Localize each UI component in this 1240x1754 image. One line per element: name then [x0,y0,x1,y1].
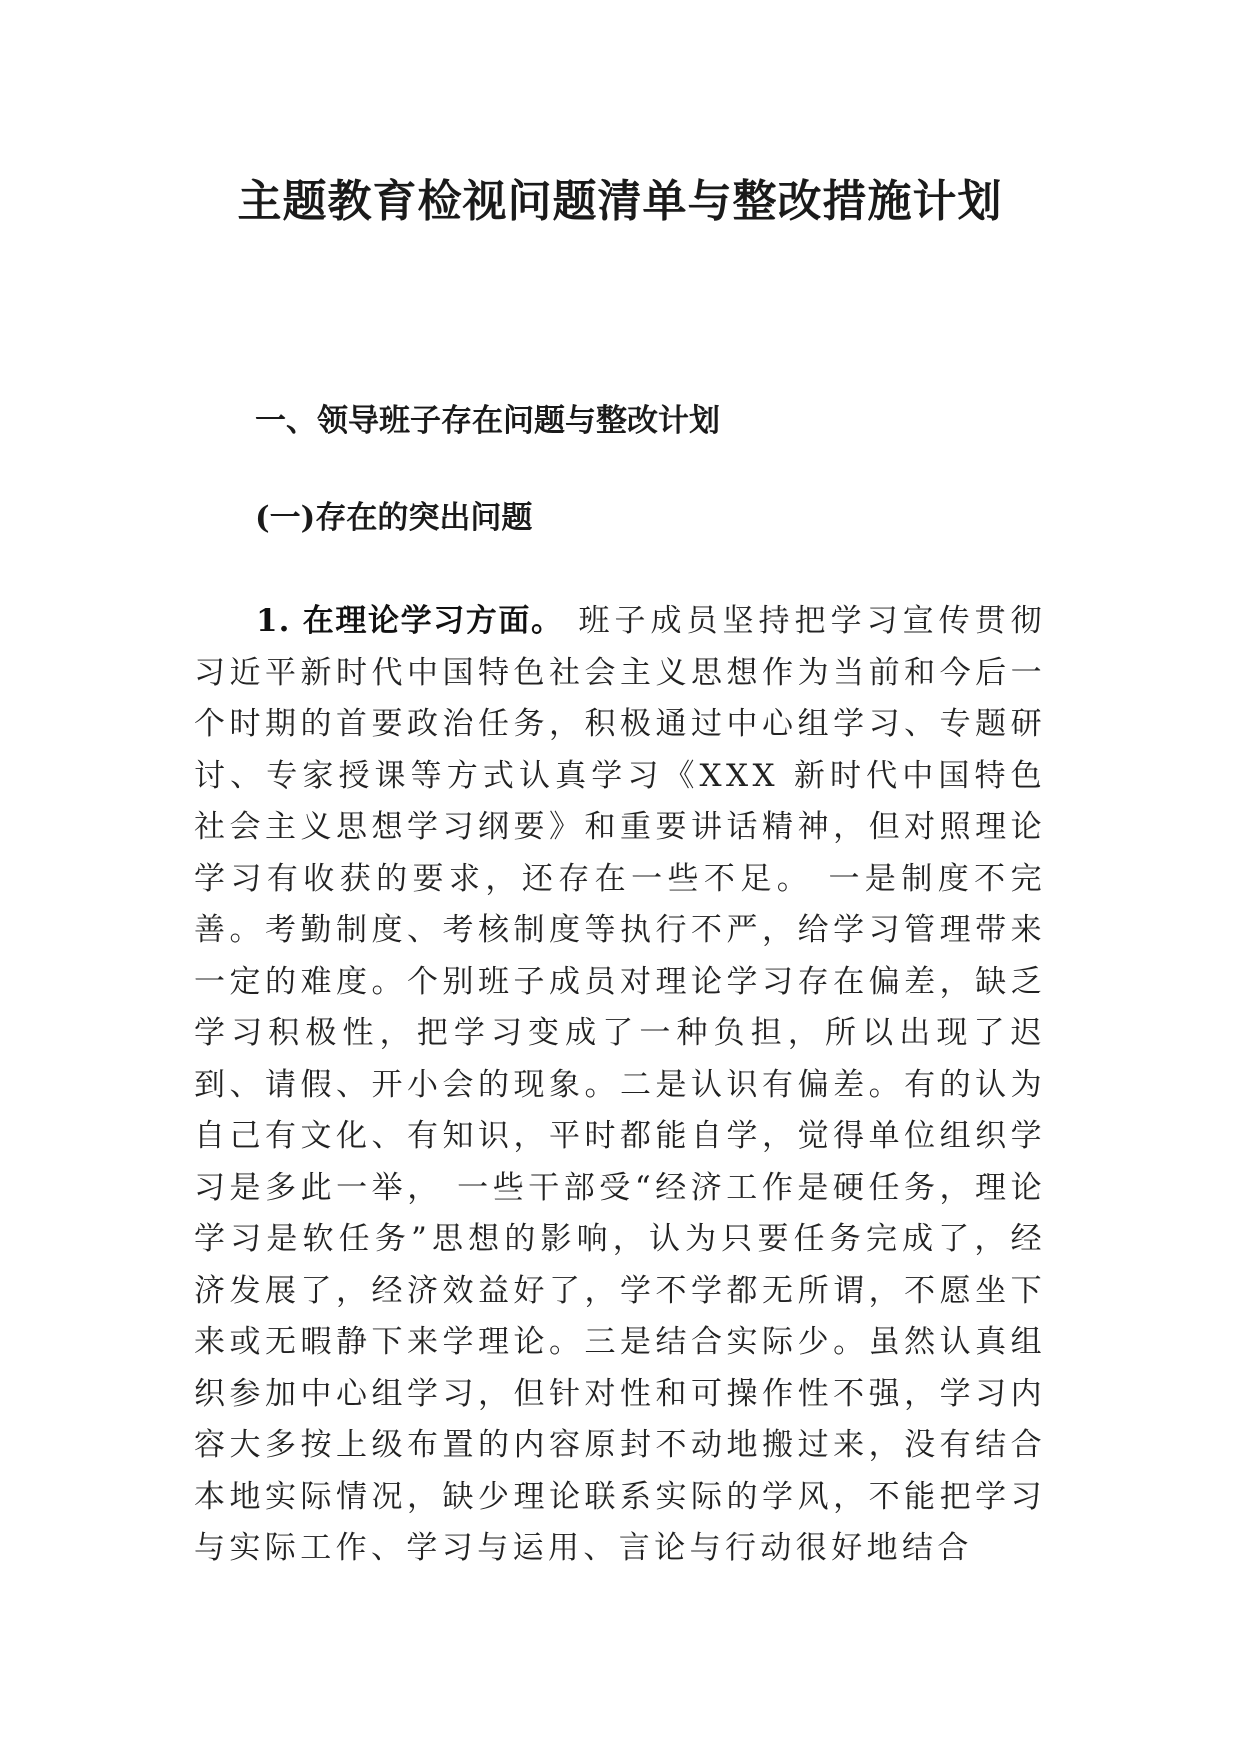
body-paragraph [194,596,1046,1575]
paragraph-text: 班子成员坚持把学习宣传贯彻习近平新时代中国特色社会主义思想作为当前和今后一个时期的首要政治任务，积极通过中心组学习、专题研讨、专家授课等方式认真学习《XXX 新时代中国特色社会主义思想学习纲要》和重要讲话精神，但对照理论学习有收获的要求，还存在一些不足。 一是制度不完善。考勤制度、考核制度等执行不严，给学习管理带来一定的难度。个别班子成员对理论学习存在偏差，缺乏学习积极性，把学习变成了一种负担，所以出现了迟到、请假、开小会的现象。二是认识有偏差。有的认为自己有文化、有知识，平时都能自学，觉得单位组织学习是多此一举， 一些干部受“经济工作是硬任务，理论学习是软任务”思想的影响，认为只要任务完成了，经济发展了，经济效益好了，学不学都无所谓，不愿坐下来或无暇静下来学理论。三是结合实际少。虽然认真组织参加中心组学习，但针对性和可操作性不强，学习内容大多按上级布置的内容原封不动地搬过来，没有结合本地实际情况，缺少理论联系实际的学风，不能把学习与实际工作、学习与运用、言论与行动很好地结合 [194,603,1047,1566]
paragraph-lead: 1. 在理论学习方面。 [256,603,564,639]
section-heading: 一、领导班子存在问题与整改计划 [255,403,720,439]
subsection-heading: (一)存在的突出问题 [255,500,533,536]
document-title: 主题教育检视问题清单与整改措施计划 [237,176,1003,227]
